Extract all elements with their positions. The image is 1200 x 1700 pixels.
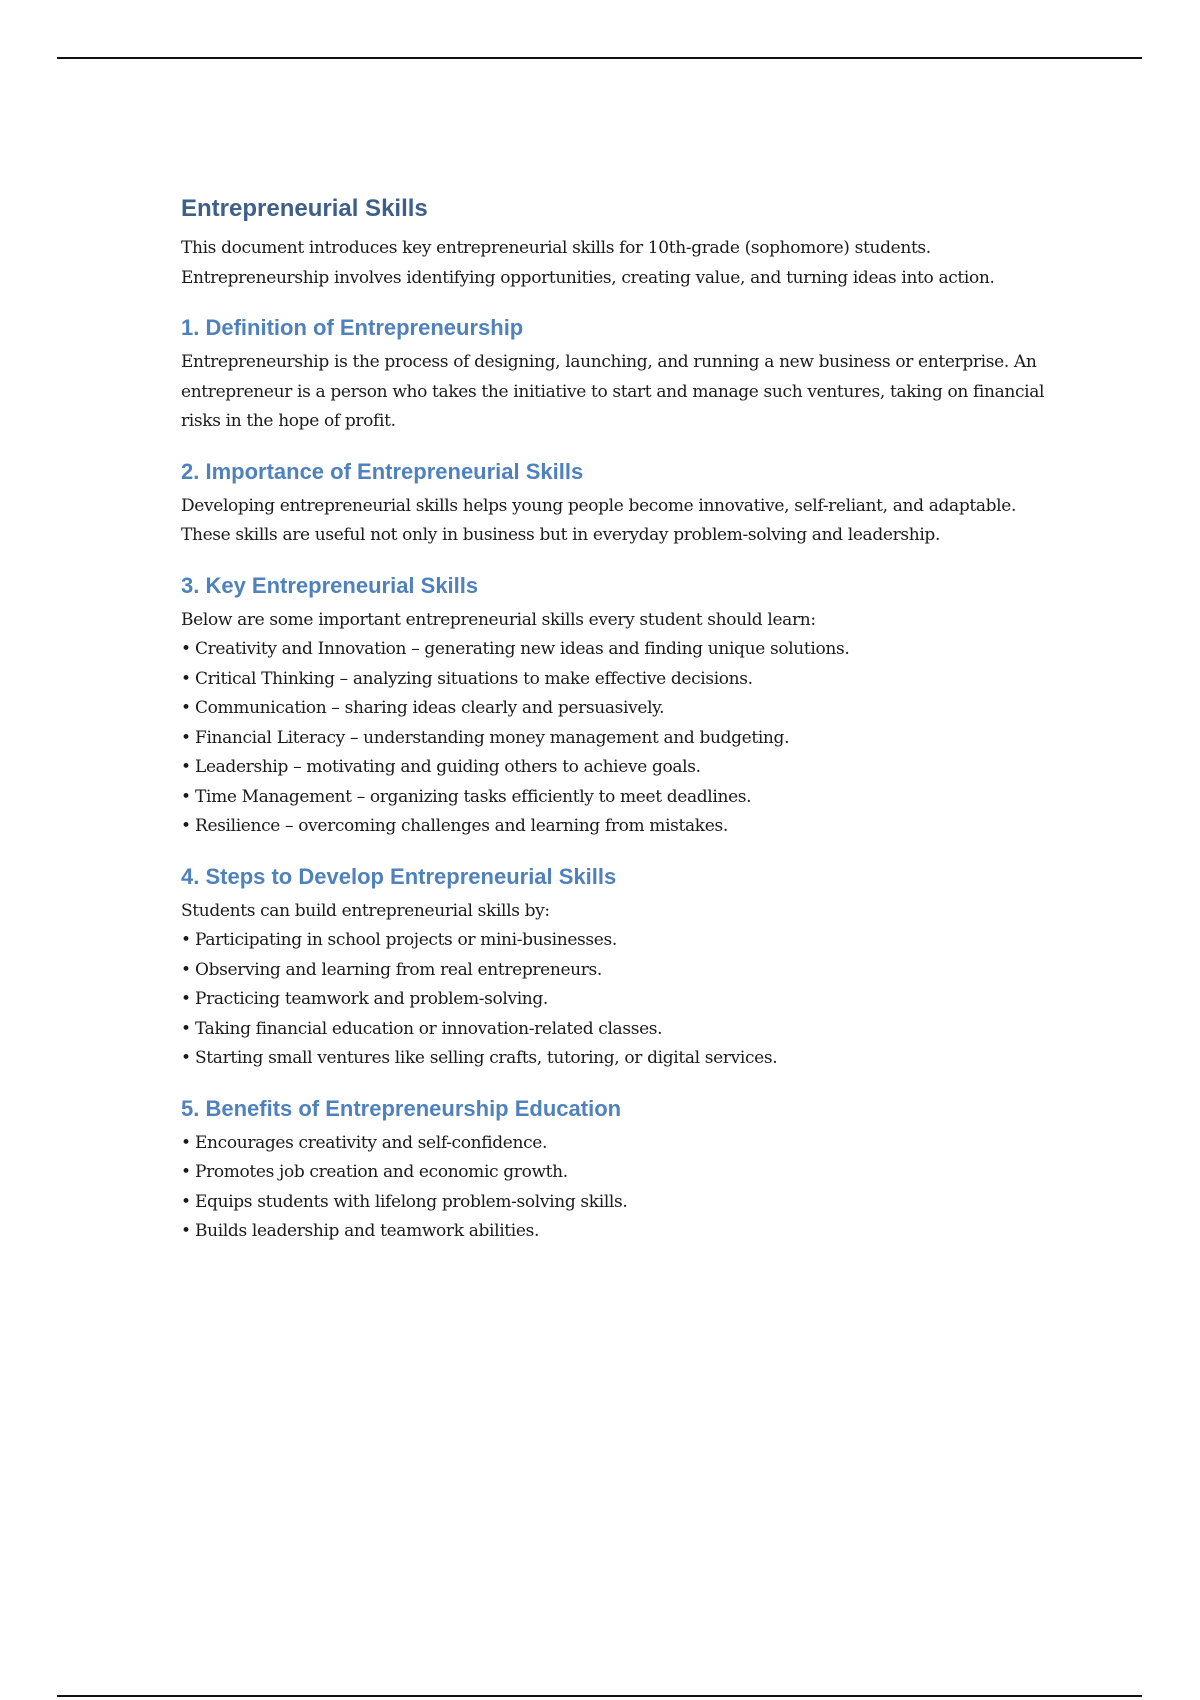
bullet-icon: • [181, 930, 191, 950]
bullet-icon: • [181, 1048, 191, 1068]
document-title: Entrepreneurial Skills [181, 195, 428, 222]
list-item [181, 694, 1061, 724]
header-rule [57, 57, 1142, 59]
section-heading: 1. Definition of Entrepreneurship [181, 315, 524, 340]
bullet-icon: • [181, 1221, 191, 1241]
list-item-text: Taking financial education or innovation-related classes. [195, 1018, 663, 1039]
bullet-icon: • [181, 786, 191, 807]
list-item [181, 926, 1061, 956]
bullet-icon: • [181, 1191, 191, 1212]
list-item-text: Critical Thinking – analyzing situations to make effective decisions. [195, 668, 753, 689]
document-body [181, 193, 1061, 1247]
list-item [181, 724, 1061, 754]
list-item-text: Communication – sharing ideas clearly and persuasively. [195, 698, 665, 718]
list-item [181, 635, 1061, 665]
bullet-list [181, 926, 1061, 1074]
list-item [181, 783, 1061, 813]
list-item-text: Participating in school projects or mini-businesses. [195, 930, 617, 950]
list-item [181, 956, 1061, 986]
list-item [181, 812, 1061, 842]
list-item [181, 985, 1061, 1015]
section-heading: 2. Importance of Entrepreneurial Skills [181, 458, 584, 484]
list-item-text: Leadership – motivating and guiding others to achieve goals. [195, 757, 701, 777]
list-item-text: Resilience – overcoming challenges and learning from mistakes. [195, 816, 728, 836]
list-item-text: Starting small ventures like selling crafts, tutoring, or digital services. [195, 1048, 778, 1068]
bullet-icon: • [181, 1132, 191, 1153]
bullet-icon: • [181, 1162, 191, 1182]
bullet-icon: • [181, 1018, 191, 1039]
section-definition [181, 313, 1061, 437]
list-item-text: Creativity and Innovation – generating new ideas and finding unique solutions. [195, 639, 850, 659]
bullet-list [181, 635, 1061, 842]
section-heading: 3. Key Entrepreneurial Skills [181, 572, 479, 598]
list-item [181, 1129, 1061, 1159]
list-item [181, 1217, 1061, 1247]
section-paragraph: Below are some important entrepreneurial skills every student should learn: [181, 609, 816, 630]
list-item [181, 1188, 1061, 1218]
intro-paragraph: This document introduces key entrepreneurial skills for 10th-grade (sophomore) students. Entrepreneurship involves identifying opportunities, creating value, and turning ideas into action. [181, 238, 995, 288]
bullet-icon: • [181, 757, 191, 777]
section-key-skills [181, 571, 1061, 842]
list-item-text: Equips students with lifelong problem-solving skills. [195, 1191, 628, 1212]
bullet-icon: • [181, 698, 191, 718]
bullet-icon: • [181, 639, 191, 659]
footer-rule [57, 1695, 1142, 1697]
list-item-text: Promotes job creation and economic growth. [195, 1162, 568, 1182]
bullet-icon: • [181, 959, 191, 980]
section-importance [181, 457, 1061, 551]
section-heading: 5. Benefits of Entrepreneurship Education [181, 1095, 622, 1121]
list-item [181, 1158, 1061, 1188]
list-item [181, 665, 1061, 695]
list-item [181, 1044, 1061, 1074]
bullet-icon: • [181, 668, 191, 689]
list-item-text: Encourages creativity and self-confidence. [195, 1132, 548, 1153]
bullet-icon: • [181, 816, 191, 836]
list-item-text: Time Management – organizing tasks efficiently to meet deadlines. [195, 786, 752, 807]
bullet-list [181, 1129, 1061, 1247]
section-heading: 4. Steps to Develop Entrepreneurial Skills [181, 863, 617, 889]
section-benefits [181, 1094, 1061, 1247]
section-paragraph: Entrepreneurship is the process of designing, launching, and running a new business or enterprise. An entrepreneur is a person who takes the initiative to start and manage such ventures, taking on financial risks in the hope of profit. [181, 352, 1045, 431]
section-paragraph: Students can build entrepreneurial skills by: [181, 900, 550, 921]
list-item [181, 753, 1061, 783]
list-item-text: Builds leadership and teamwork abilities. [195, 1221, 539, 1241]
bullet-icon: • [181, 989, 191, 1009]
list-item-text: Practicing teamwork and problem-solving. [195, 989, 548, 1009]
list-item-text: Financial Literacy – understanding money management and budgeting. [195, 727, 790, 748]
list-item-text: Observing and learning from real entrepreneurs. [195, 959, 602, 980]
section-steps [181, 862, 1061, 1074]
list-item [181, 1015, 1061, 1045]
section-paragraph: Developing entrepreneurial skills helps young people become innovative, self-reliant, and adaptable. These skills are useful not only in business but in everyday problem-solving and leadership. [181, 495, 1017, 545]
bullet-icon: • [181, 727, 191, 748]
